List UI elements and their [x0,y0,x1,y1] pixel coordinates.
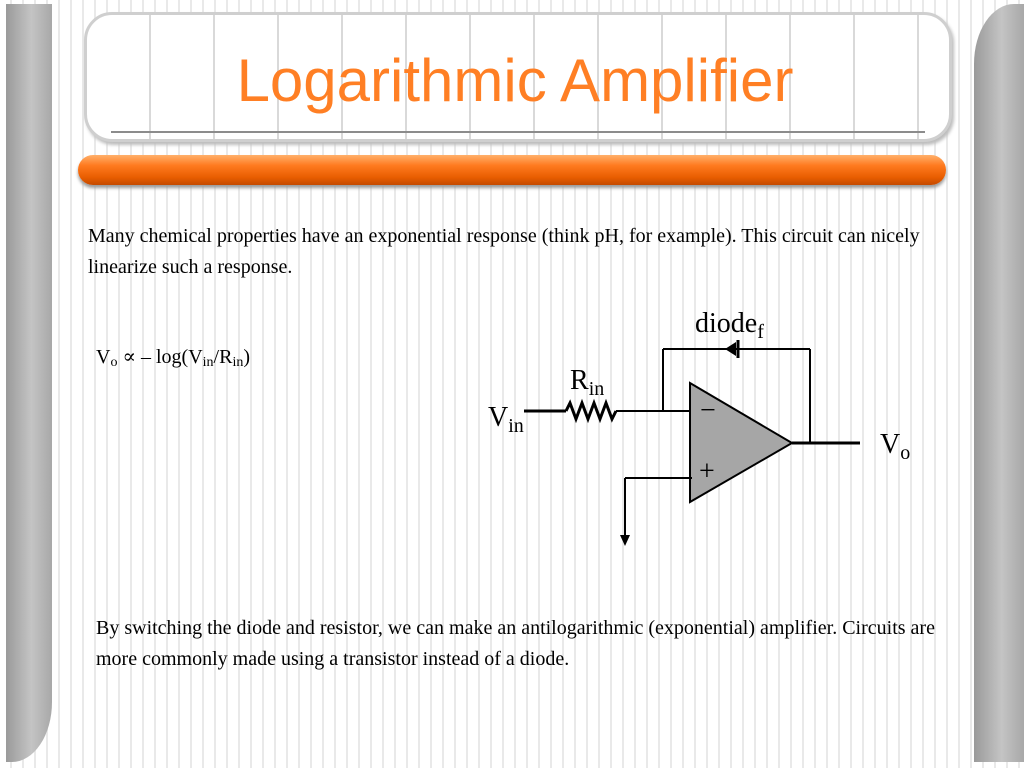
slide-title: Logarithmic Amplifier [236,47,794,114]
ground-arrow [620,535,630,546]
diode-label-text: diode [695,308,758,339]
diode-triangle [725,342,736,356]
diode-label-sub: f [757,321,764,343]
proportionality-formula [96,343,250,371]
title-underline [111,131,925,133]
output-voltage-label [880,429,911,464]
resistor-label-text: R [570,365,589,396]
inverting-input-sign: − [700,395,716,426]
input-label-text: V [488,402,509,433]
left-decorative-bar [6,4,52,762]
formula-slash: /R [213,346,233,368]
closing-text: By switching the diode and resistor, we can make an antilogarithmic (exponential) amplifier. Circuits are more commonly made using a transistor instead of a diode. [96,617,935,670]
formula-v: V [96,346,111,368]
intro-text: Many chemical properties have an exponential response (think pH, for example). This circuit can nicely linearize such a response. [88,225,920,278]
resistor-zigzag [566,403,616,419]
formula-in-sub: in [202,355,214,370]
input-label-sub: in [508,415,524,437]
formula-r-sub: in [232,355,244,370]
right-decorative-bar [974,4,1024,762]
formula-operator: ∝ – log(V [117,346,203,368]
resistor-label [570,365,605,400]
noninverting-input-sign: + [699,456,715,487]
formula-close: ) [243,346,251,368]
input-voltage-label [488,402,524,437]
resistor-label-sub: in [588,378,605,400]
output-label-sub: o [900,442,911,464]
formula-v-sub: o [110,355,118,370]
title-divider-bar [78,155,946,185]
diode-label [695,308,764,343]
output-label-text: V [880,429,901,460]
